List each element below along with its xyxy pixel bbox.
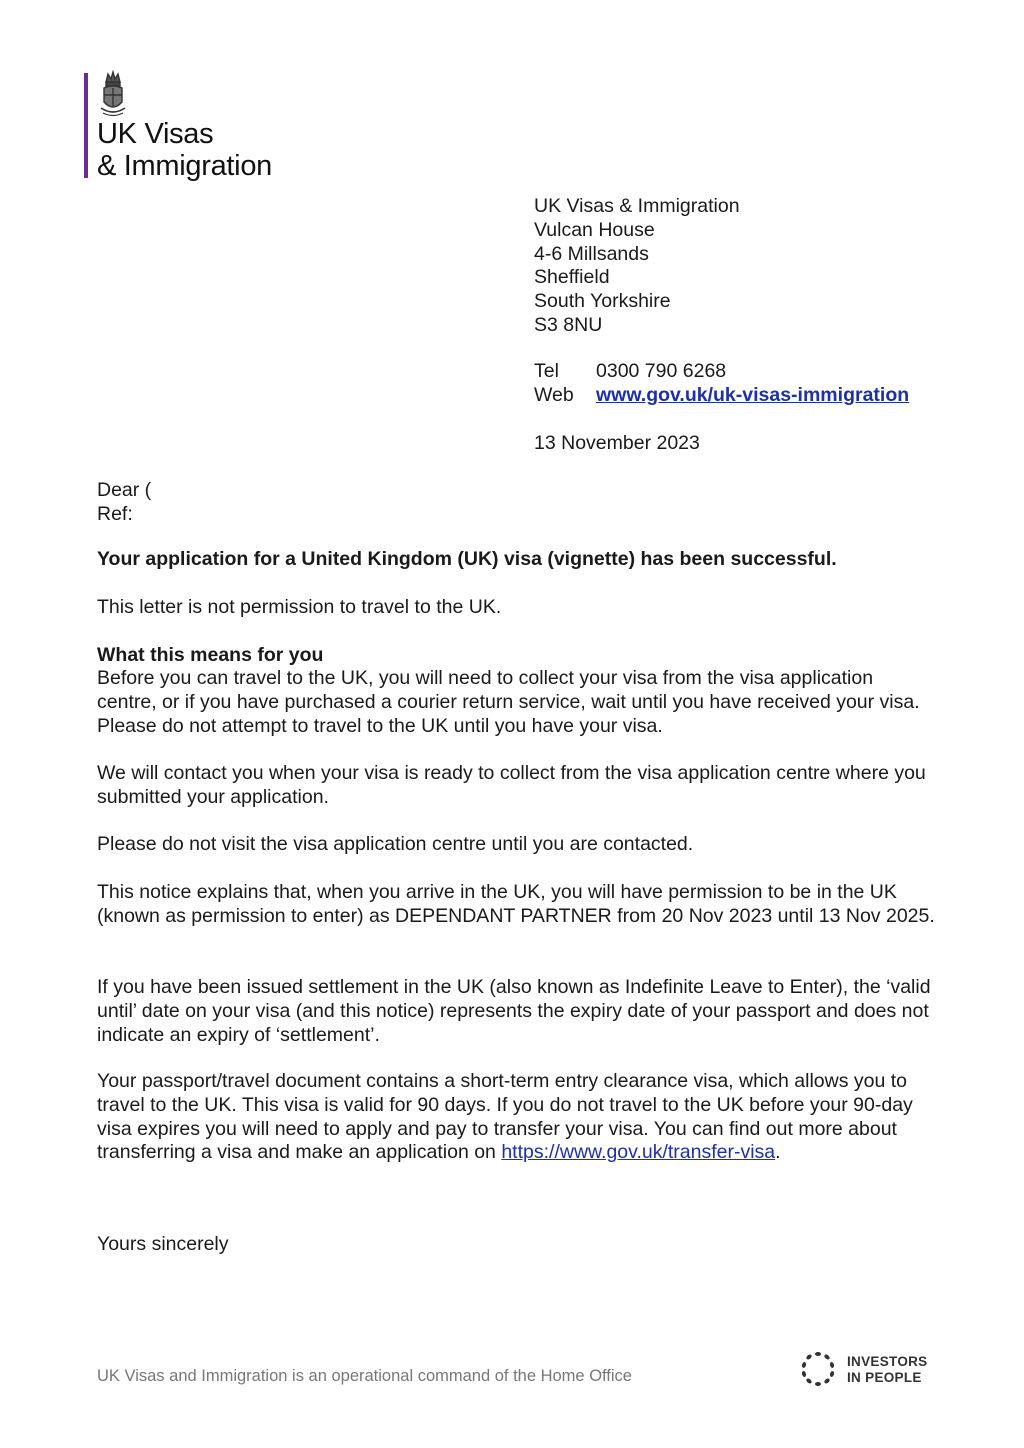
iip-text-line1: INVESTORS — [847, 1354, 928, 1369]
paragraph-do-not-visit: Please do not visit the visa application centre until you are contacted. — [97, 833, 694, 855]
address-line-1: UK Visas & Immigration — [534, 195, 740, 217]
transfer-visa-end: . — [775, 1141, 781, 1164]
paragraph-collect-visa: Before you can travel to the UK, you will need to collect your visa from the visa application centre, or if you have purchased a courier return service, wait until you have received your visa. Please do not attempt to travel to the UK until you have your visa. — [97, 667, 920, 737]
address-line-3: 4-6 Millsands — [534, 243, 649, 265]
address-line-4: Sheffield — [534, 266, 610, 288]
transfer-visa-text: Your passport/travel document contains a short-term entry clearance visa, which allows you to travel to the UK. This visa is valid for 90 days. If you do not travel to the UK before your 90-day visa expires you will need to apply and pay to transfer your visa. You can find out more about transferring a visa and make an application on — [97, 1070, 913, 1164]
paragraph-contact: We will contact you when your visa is ready to collect from the visa application centre where you submitted your application. — [97, 762, 926, 808]
paragraph-permission-to-enter: This notice explains that, when you arrive in the UK, you will have permission to be in the UK (known as permission to enter) as DEPENDANT PARTNER from 20 Nov 2023 until 13 Nov 2025. — [97, 881, 935, 927]
letter-date: 13 November 2023 — [534, 432, 700, 454]
address-line-2: Vulcan House — [534, 219, 655, 241]
logo-text-line1: UK Visas — [97, 118, 214, 150]
address-line-6: S3 8NU — [534, 314, 603, 336]
tel-label: Tel — [534, 360, 559, 382]
section-heading: What this means for you — [97, 644, 324, 666]
transfer-visa-link[interactable]: https://www.gov.uk/transfer-visa — [501, 1141, 776, 1164]
ref-label: Ref: — [97, 503, 133, 525]
footer-text: UK Visas and Immigration is an operational command of the Home Office — [97, 1367, 632, 1385]
address-line-5: South Yorkshire — [534, 290, 671, 312]
paragraph-transfer-visa — [97, 1070, 937, 1165]
tel-value: 0300 790 6268 — [596, 360, 727, 382]
royal-crest-icon — [98, 70, 128, 120]
headline: Your application for a United Kingdom (UK) visa (vignette) has been successful. — [97, 548, 837, 570]
logo-text-line2: & Immigration — [97, 150, 272, 182]
logo-accent-bar — [84, 73, 88, 178]
not-permission-notice: This letter is not permission to travel to the UK. — [97, 596, 502, 618]
paragraph-settlement: If you have been issued settlement in the UK (also known as Indefinite Leave to Enter), the ‘valid until’ date on your visa (and this notice) represents the expiry date of your passport and does not indicate an expiry of ‘settlement’. — [97, 976, 931, 1046]
salutation: Dear ( — [97, 479, 152, 501]
closing: Yours sincerely — [97, 1233, 229, 1255]
investors-in-people-wreath-icon — [799, 1350, 837, 1388]
iip-text-line2: IN PEOPLE — [847, 1370, 922, 1385]
web-link[interactable]: www.gov.uk/uk-visas-immigration — [596, 384, 910, 406]
web-label: Web — [534, 384, 574, 406]
